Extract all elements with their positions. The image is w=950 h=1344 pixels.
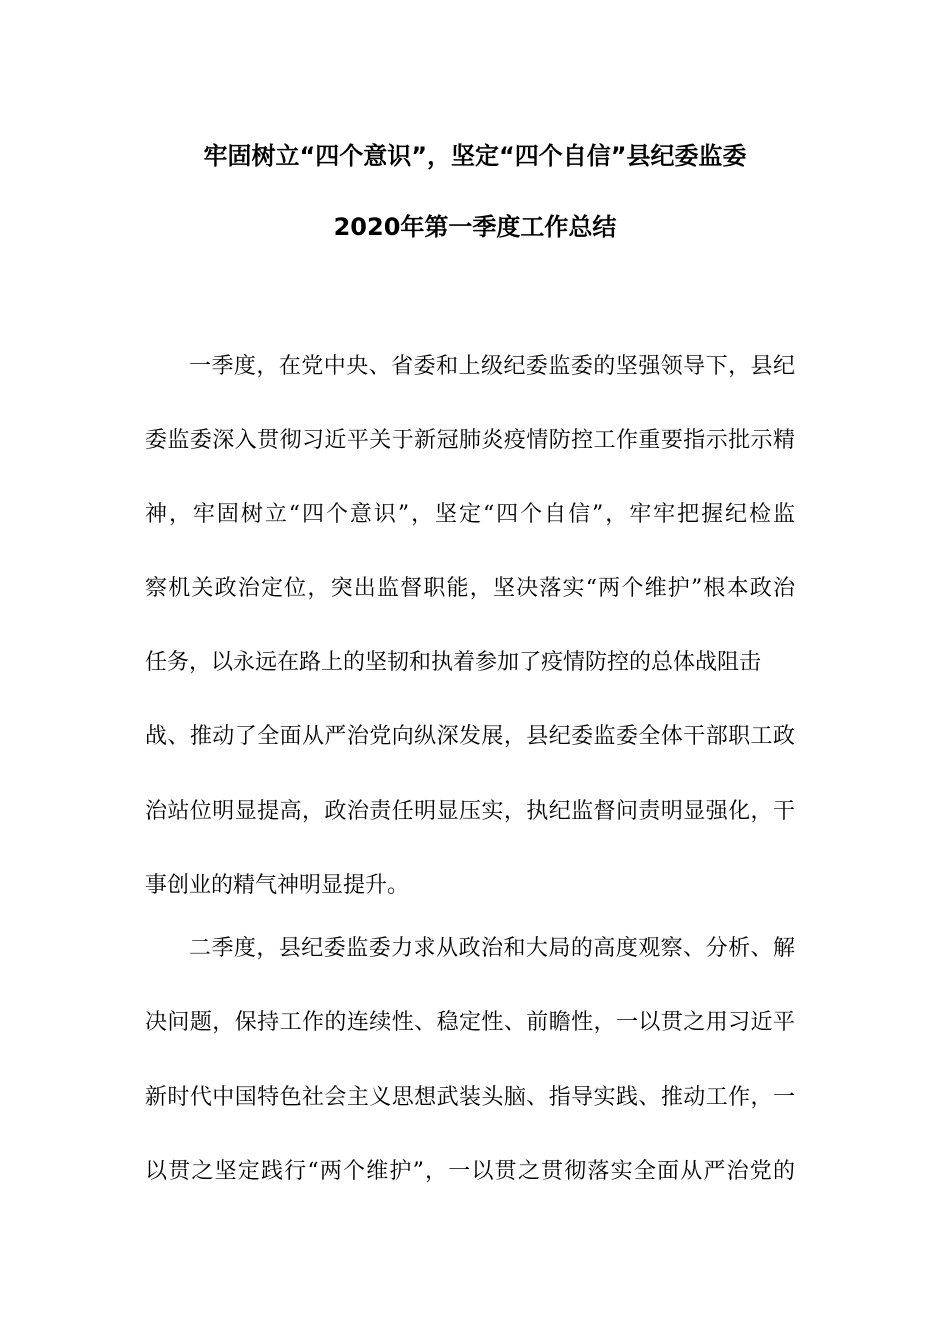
paragraph-2-line-2: 决问题，保持工作的连续性、稳定性、前瞻性，一以贯之用习近平	[145, 1010, 795, 1035]
paragraph-1-line-6: 战、推动了全面从严治党向纵深发展，县纪委监委全体干部职工政	[145, 724, 795, 749]
paragraph-2-line-4: 以贯之坚定践行“两个维护”，一以贯之贯彻落实全面从严治党的	[145, 1159, 795, 1184]
paragraph-1-line-8: 事创业的精气神明显提升。	[145, 873, 410, 898]
paragraph-1-line-2: 委监委深入贯彻习近平关于新冠肺炎疫情防控工作重要指示批示精	[145, 428, 795, 453]
paragraph-2-line-1: 二季度，县纪委监委力求从政治和大局的高度观察、分析、解	[189, 936, 795, 961]
document-title-line-2: 2020年第一季度工作总结	[333, 213, 617, 241]
document-title-line-1: 牢固树立“四个意识”，坚定“四个自信”县纪委监委	[203, 142, 747, 170]
paragraph-2-line-3: 新时代中国特色社会主义思想武装头脑、指导实践、推动工作，一	[145, 1085, 795, 1110]
paragraph-1-line-4: 察机关政治定位，突出监督职能，坚决落实“两个维护”根本政治	[145, 576, 795, 601]
paragraph-1-line-3: 神，牢固树立“四个意识”，坚定“四个自信”，牢牢把握纪检监	[145, 502, 795, 527]
paragraph-1-line-5: 任务，以永远在路上的坚韧和执着参加了疫情防控的总体战阻击	[145, 650, 762, 675]
paragraph-1-line-7: 治站位明显提高，政治责任明显压实，执纪监督问责明显强化，干	[145, 799, 795, 824]
paragraph-1-line-1: 一季度，在党中央、省委和上级纪委监委的坚强领导下，县纪	[189, 354, 795, 379]
